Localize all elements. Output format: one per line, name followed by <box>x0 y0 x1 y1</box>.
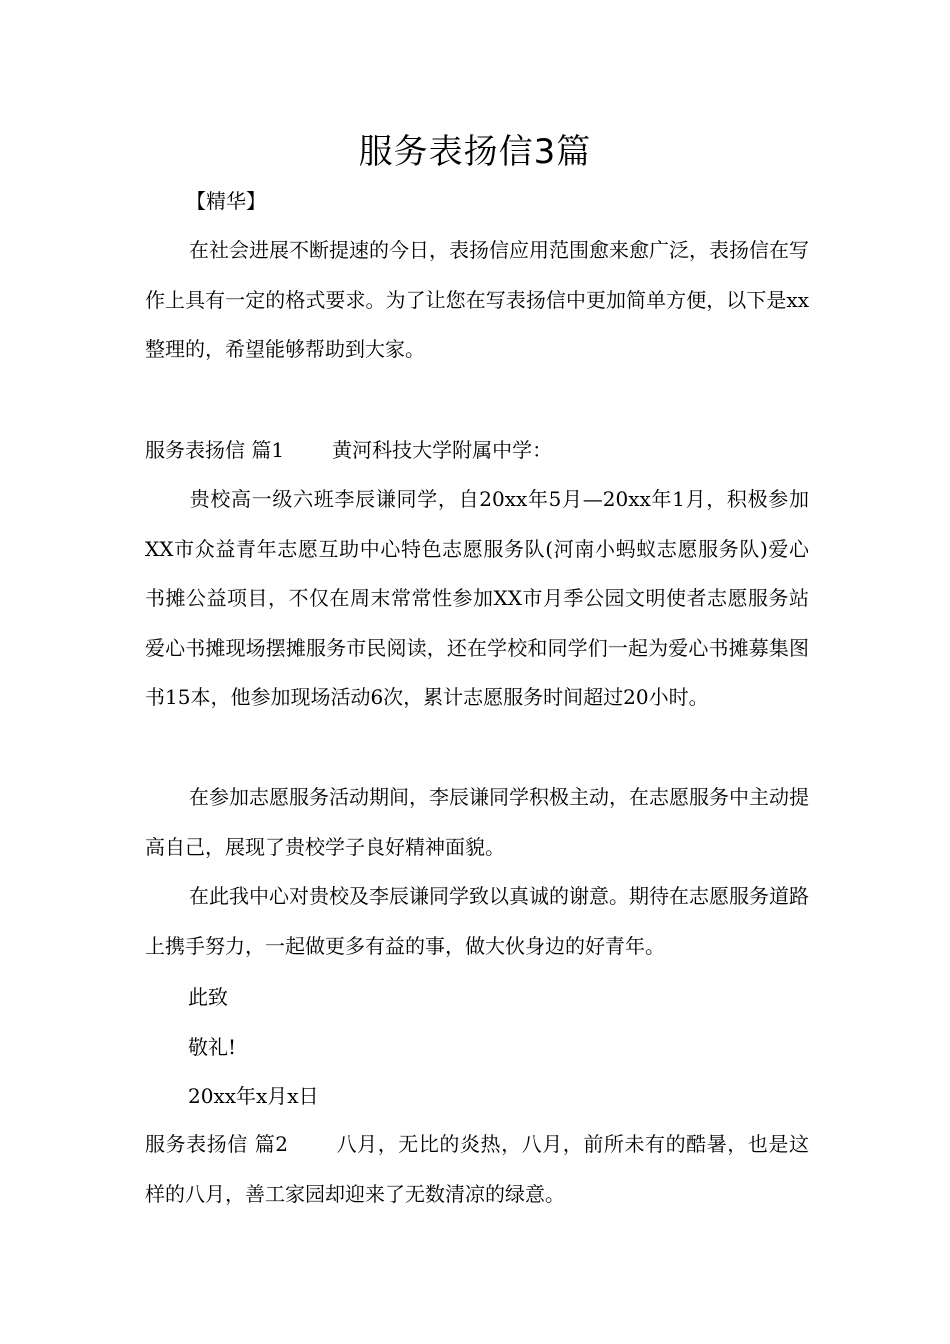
letter1-paragraph-1-text: 贵校高一级六班李辰谦同学，自20xx年5月—20xx年1月，积极参加XX市众益青年志愿互助中心特色志愿服务队(河南小蚂蚁志愿服务队)爱心书摊公益项目，不仅在周末常常性参加XX市月季公园文明使者志愿服务站爱心书摊现场摆摊服务市民阅读，还在学校和同学们一起为爱心书摊募集图书15本，他参加现场活动6次，累计志愿服务时间超过20小时。 <box>145 487 809 709</box>
essence-tag: 【精华】 <box>186 189 266 213</box>
letter2-paragraph-1 <box>145 1120 809 1219</box>
letter1-paragraph-3 <box>145 872 809 971</box>
letter1-paragraph-2-text: 在参加志愿服务活动期间，李辰谦同学积极主动，在志愿服务中主动提高自己，展现了贵校学子良好精神面貌。 <box>145 785 809 859</box>
intro-text: 在社会进展不断提速的今日，表扬信应用范围愈来愈广泛，表扬信在写作上具有一定的格式要求。为了让您在写表扬信中更加简单方便，以下是xx整理的，希望能够帮助到大家。 <box>145 238 809 361</box>
letter1-heading: 服务表扬信 篇1 <box>145 438 285 462</box>
letter1-paragraph-3-text: 在此我中心对贵校及李辰谦同学致以真诚的谢意。期待在志愿服务道路上携手努力，一起做更多有益的事，做大伙身边的好青年。 <box>145 884 809 958</box>
page-title: 服务表扬信3篇 <box>358 132 592 172</box>
letter1-header-line <box>145 426 809 476</box>
letter1-closing-2: 敬礼! <box>188 1035 237 1059</box>
letter1-date: 20xx年x月x日 <box>188 1084 319 1108</box>
letter1-salutation: 黄河科技大学附属中学： <box>332 438 553 462</box>
letter1-paragraph-2 <box>145 773 809 872</box>
letter2-heading: 服务表扬信 篇2 <box>145 1132 289 1156</box>
letter2-paragraph-1-text: 八月，无比的炎热，八月，前所未有的酷暑，也是这样的八月，善工家园却迎来了无数清凉的绿意。 <box>145 1132 809 1206</box>
letter1-closing-1: 此致 <box>188 985 228 1009</box>
intro-paragraph <box>145 226 809 375</box>
letter1-paragraph-1 <box>145 475 809 723</box>
